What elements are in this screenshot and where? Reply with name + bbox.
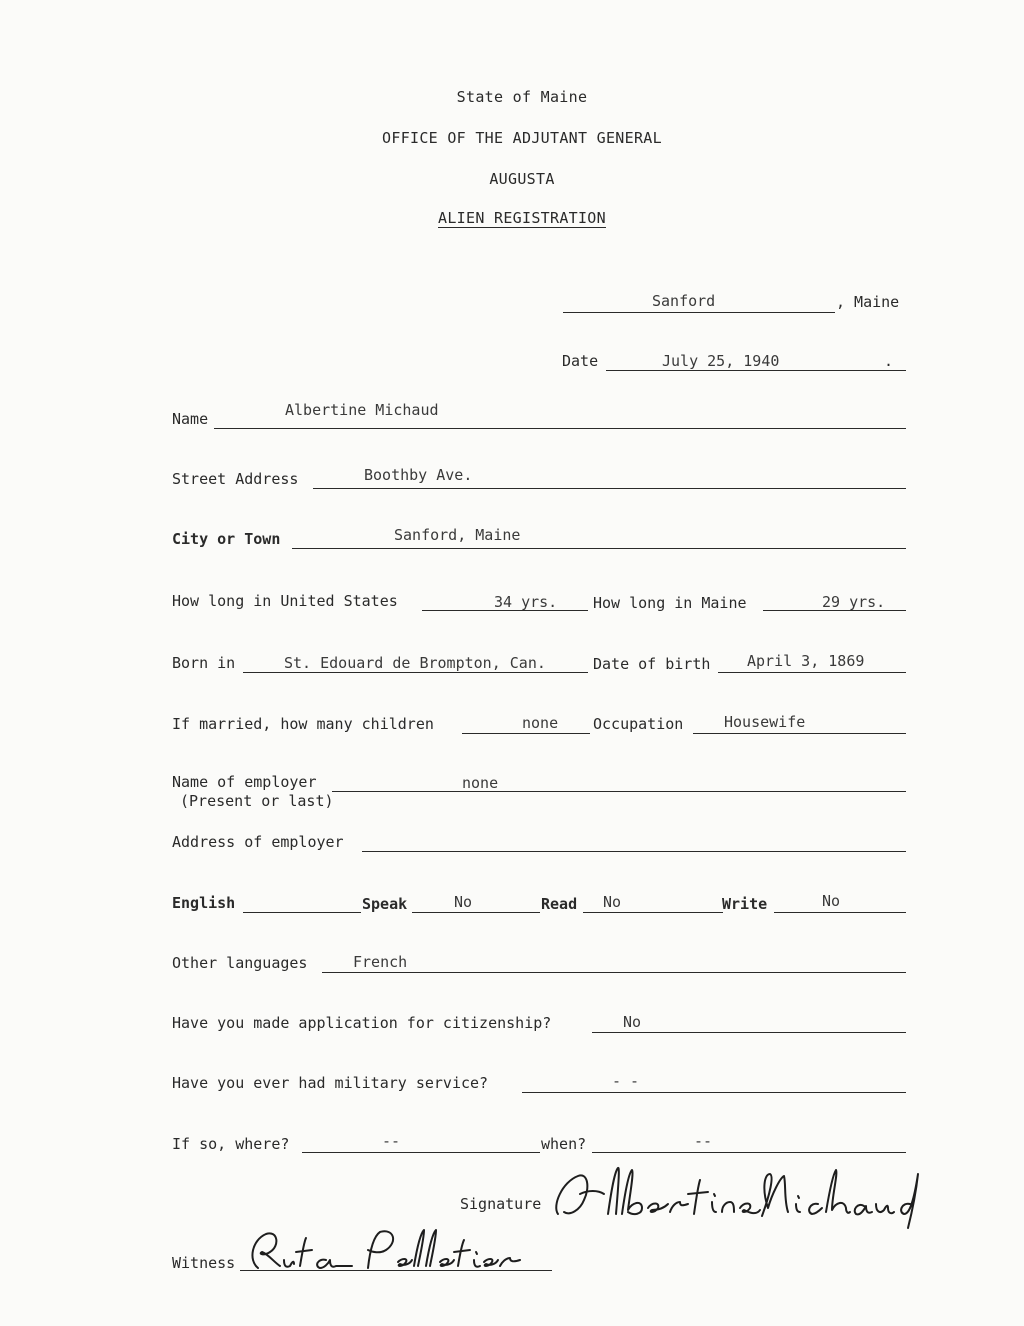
children-line: [462, 733, 590, 734]
witness-handwriting: [244, 1220, 534, 1276]
employer-address-line: [362, 851, 906, 852]
read-value: No: [603, 893, 622, 911]
english-label: English: [172, 894, 236, 912]
years-us-label: How long in United States: [172, 592, 398, 610]
witness-label: Witness: [172, 1254, 236, 1272]
speak-line: [412, 912, 540, 913]
form-title: ALIEN REGISTRATION: [438, 209, 606, 227]
military-value: - -: [612, 1072, 640, 1090]
birth-date-label: Date of birth: [593, 655, 711, 673]
born-in-line: [243, 672, 588, 673]
read-label: Read: [541, 895, 578, 913]
occupation-line: [693, 733, 906, 734]
when-line: [592, 1152, 906, 1153]
speak-label: Speak: [362, 895, 408, 913]
write-value: No: [822, 892, 841, 910]
when-value: --: [694, 1132, 713, 1150]
where-label: If so, where?: [172, 1135, 290, 1153]
employer-value: none: [462, 774, 499, 792]
date-line: [606, 370, 906, 371]
speak-value: No: [454, 893, 473, 911]
years-us-value: 34 yrs.: [494, 593, 558, 611]
city-town-value: Sanford, Maine: [394, 526, 521, 544]
where-line: [302, 1152, 540, 1153]
occupation-label: Occupation: [593, 715, 684, 733]
location-line: [563, 312, 835, 313]
name-label: Name: [172, 410, 209, 428]
occupation-value: Housewife: [724, 713, 806, 731]
date-end: .: [884, 352, 894, 370]
street-line: [313, 488, 906, 489]
born-in-label: Born in: [172, 654, 236, 672]
other-languages-value: French: [353, 953, 408, 971]
employer-address-label: Address of employer: [172, 833, 344, 851]
city-town-line: [292, 548, 906, 549]
date-value: July 25, 1940: [662, 352, 780, 370]
street-label: Street Address: [172, 470, 299, 488]
english-line: [243, 912, 361, 913]
state-heading: State of Maine: [456, 88, 588, 106]
citizenship-line: [592, 1032, 906, 1033]
read-line: [583, 912, 723, 913]
children-label: If married, how many children: [172, 715, 434, 733]
other-languages-label: Other languages: [172, 954, 308, 972]
date-label: Date: [562, 352, 599, 370]
citizenship-label: Have you made application for citizenship?: [172, 1014, 552, 1032]
office-heading: OFFICE OF THE ADJUTANT GENERAL: [382, 129, 662, 147]
where-value: --: [382, 1132, 401, 1150]
military-label: Have you ever had military service?: [172, 1074, 489, 1092]
signature-label: Signature: [460, 1195, 542, 1213]
signature-handwriting: [548, 1160, 928, 1232]
location-state-suffix: , Maine: [836, 293, 900, 311]
location-town-value: Sanford: [652, 292, 716, 310]
employer-sublabel: (Present or last): [180, 792, 334, 810]
write-label: Write: [722, 895, 768, 913]
years-maine-label: How long in Maine: [593, 594, 747, 612]
birth-date-value: April 3, 1869: [747, 652, 865, 670]
write-line: [774, 912, 906, 913]
name-value: Albertine Michaud: [285, 401, 439, 419]
birth-date-line: [718, 672, 906, 673]
employer-label: Name of employer: [172, 773, 317, 791]
name-line: [214, 428, 906, 429]
children-value: none: [522, 714, 559, 732]
other-languages-line: [322, 972, 906, 973]
citizenship-value: No: [623, 1013, 642, 1031]
born-in-value: St. Edouard de Brompton, Can.: [284, 654, 546, 672]
city-town-label: City or Town: [172, 530, 281, 548]
employer-line: [332, 791, 906, 792]
city-heading: AUGUSTA: [489, 170, 555, 188]
street-value: Boothby Ave.: [364, 466, 473, 484]
years-maine-value: 29 yrs.: [822, 593, 886, 611]
when-label: when?: [541, 1135, 587, 1153]
military-line: [522, 1092, 906, 1093]
